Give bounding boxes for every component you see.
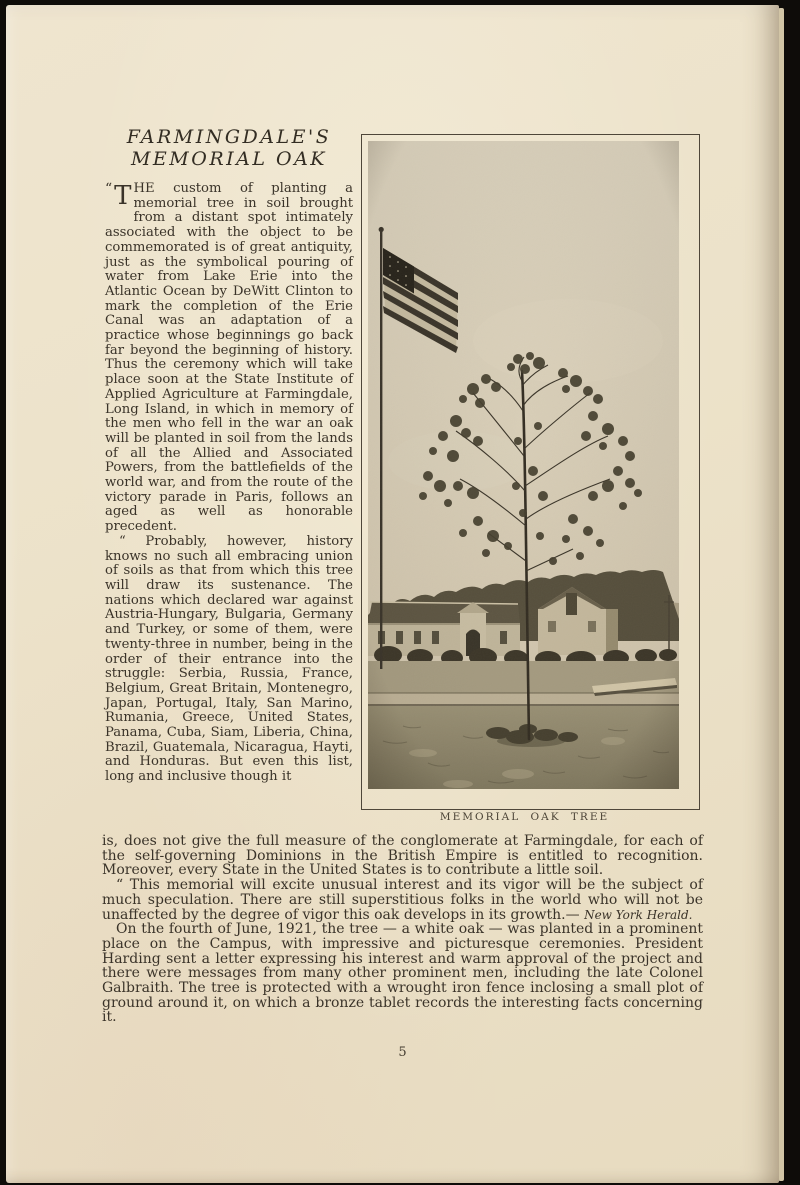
photo-vignette [368,141,679,789]
drop-cap-rest: HE [133,181,155,196]
paragraph-2: “ Probably, however, history knows no such all embracing union of soils as that from which this tree will draw its sustenance. The nations which declared war against Austria-Hungary, Bulgaria, Germany and Turkey, or some of them, were twenty-three in number, being in the order of their entrance into the struggle: Serbia, Russia, France, Belgium, Great Britain, Montenegro, Japan, Portugal, Italy, San Marino, Rumania, Greece, United States, Panama, Cuba, Siam, Liberia, China, Brazil, Guatemala, Nicaragua, Hayti, and Honduras. But even this list, long and inclusive though it [105,533,353,785]
article-left-column [105,182,353,785]
paragraph-3: is, does not give the full measure of the conglomerate at Farmingdale, for each of the self-governing Dominions in the British Empire is entitled to recognition. Moreover, every State in the United States is to contribute a little soil. [102,833,703,879]
article-lower-block [102,834,703,1025]
title-line-1: FARMINGDALE'S [126,126,332,148]
paragraph-1 [105,182,353,535]
drop-cap: T [114,181,132,211]
page-title [105,126,353,170]
paragraph-1-text: custom of planting a memorial tree in soil brought from a distant spot intimately associated with the object to be commemorated is of great antiquity, just as the symbolical pouring of water from Lake Erie into the Atlantic Ocean by DeWitt Clinton to mark the completion of the Erie Canal was an adaptation of a practice whose beginnings go back far beyond the beginning of history. Thus the ceremony which will take place soon at the State Institute of Applied Agriculture at Farmingdale, Long Island, in which in memory of the men who fell in the war an oak will be planted in soil from the lands of all the Allied and Associated Powers, from the battlefields of the world war, and from the route of the victory parade in Paris, follows an aged as well as honorable precedent. [105,181,353,535]
source-attribution: New York Herald. [584,907,693,922]
page-number: 5 [398,1045,407,1060]
paragraph-4-text: “ This memorial will excite unusual interest and its vigor will be the subject of much speculation. There are still superstitious folks in the world who will not be unaffected by the degree of vigor this oak develops in its growth.— [102,877,703,923]
photo-caption: MEMORIAL OAK TREE [439,811,610,823]
paragraph-4 [102,878,703,922]
memorial-oak-photo [361,134,700,810]
photo-illustration [368,141,679,789]
paragraph-5: On the fourth of June, 1921, the tree — a white oak — was planted in a prominent place on the Campus, with impressive and picturesque ceremonies. President Harding sent a letter expressing his interest and warm approval of the project and there were messages from many other prominent men, including the late Colonel Galbraith. The tree is protected with a wrought iron fence inclosing a small plot of ground around it, on which a bronze tablet records the interesting facts concerning it. [102,921,703,1026]
title-line-2: MEMORIAL OAK [130,148,328,170]
book-page [6,5,779,1183]
opening-quote: “ [105,181,113,197]
